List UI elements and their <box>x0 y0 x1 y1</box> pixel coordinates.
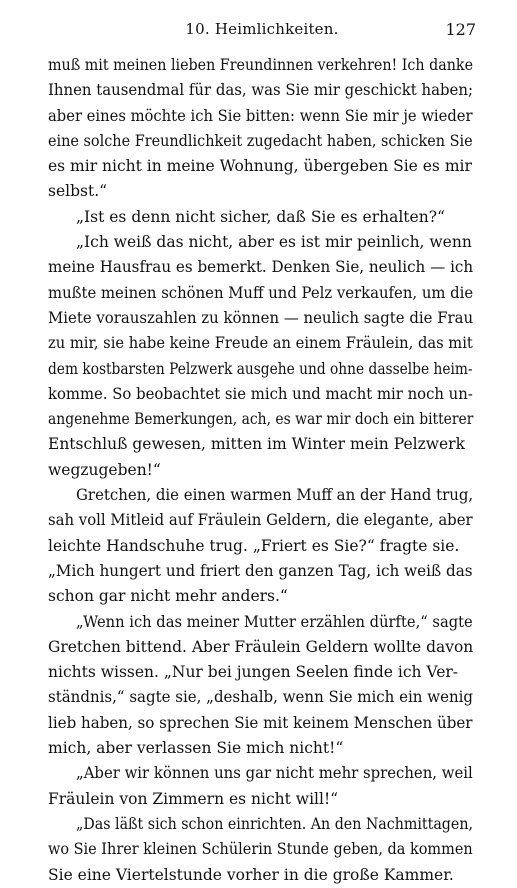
chapter-title: 10. Heimlichkeiten. <box>185 20 339 38</box>
text-line: selbst.“ <box>48 182 108 201</box>
text-line: meine Hausfrau es bemerkt. Denken Sie, neulich — ich <box>48 258 474 277</box>
text-line: mich, aber verlassen Sie mich nicht!“ <box>48 739 344 758</box>
text-line: komme. So beobachtet sie mich und macht mir noch un- <box>48 384 473 403</box>
text-line: zu mir, sie habe keine Freude an einem Fräulein, das mit <box>48 334 473 353</box>
text-line: sah voll Mitleid auf Fräulein Geldern, die elegante, aber <box>48 511 473 530</box>
text-line: dem kostbarsten Pelzwerk ausgehe und ohne dasselbe heim- <box>48 359 473 378</box>
text-line: „Aber wir können uns gar nicht mehr sprechen, weil <box>76 764 473 783</box>
text-line: Ihnen tausendmal für das, was Sie mir geschickt haben; <box>48 81 473 100</box>
text-line: schon gar nicht mehr anders.“ <box>48 587 288 606</box>
text-line: Fräulein von Zimmern es nicht will!“ <box>48 789 339 808</box>
text-line: wo Sie Ihrer kleinen Schülerin Stunde geben, da kommen <box>48 840 473 859</box>
text-line: „Ich weiß das nicht, aber es ist mir peinlich, wenn <box>76 233 472 252</box>
text-line: Entschluß gewesen, mitten im Winter mein Pelzwerk <box>48 435 465 454</box>
text-line: „Ist es denn nicht sicher, daß Sie es erhalten?“ <box>76 207 445 226</box>
page-number: 127 <box>445 20 476 39</box>
text-line: ständnis,“ sagte sie, „deshalb, wenn Sie mich ein wenig <box>48 688 474 707</box>
text-line: Sie eine Viertelstunde vorher in die große Kammer. <box>48 865 454 884</box>
text-line: Gretchen, die einen warmen Muff an der Hand trug, <box>76 486 474 505</box>
text-line: Miete vorauszahlen zu können — neulich sagte die Frau <box>48 308 474 327</box>
text-line: muß mit meinen lieben Freundinnen verkehren! Ich danke <box>48 56 474 74</box>
text-line: leichte Handschuhe trug. „Friert es Sie?“ fragte sie. <box>48 536 460 555</box>
text-line: aber eines möchte ich Sie bitten: wenn Sie mir je wieder <box>48 106 473 125</box>
text-line: lieb haben, so sprechen Sie mit keinem Menschen über <box>48 713 473 732</box>
text-line: es mir nicht in meine Wohnung, übergeben Sie es mir <box>48 157 472 176</box>
body-text <box>48 53 473 888</box>
text-line: eine solche Freundlichkeit zugedacht haben, schicken Sie <box>48 131 473 150</box>
text-line: mußte meinen schönen Muff und Pelz verkaufen, um die <box>48 283 474 302</box>
running-header <box>48 18 476 46</box>
text-line: nichts wissen. „Nur bei jungen Seelen finde ich Ver- <box>48 663 459 682</box>
text-line: wegzugeben!“ <box>48 460 161 479</box>
text-line: angenehme Bemerkungen, ach, es war mir doch ein bitterer <box>48 410 474 429</box>
text-line: Gretchen bittend. Aber Fräulein Geldern wollte davon <box>48 637 474 656</box>
text-line: „Das läßt sich schon einrichten. An den Nachmittagen, <box>76 814 473 833</box>
text-line: „Mich hungert und friert den ganzen Tag, ich weiß das <box>48 561 473 580</box>
text-line: „Wenn ich das meiner Mutter erzählen dürfte,“ sagte <box>76 612 473 631</box>
